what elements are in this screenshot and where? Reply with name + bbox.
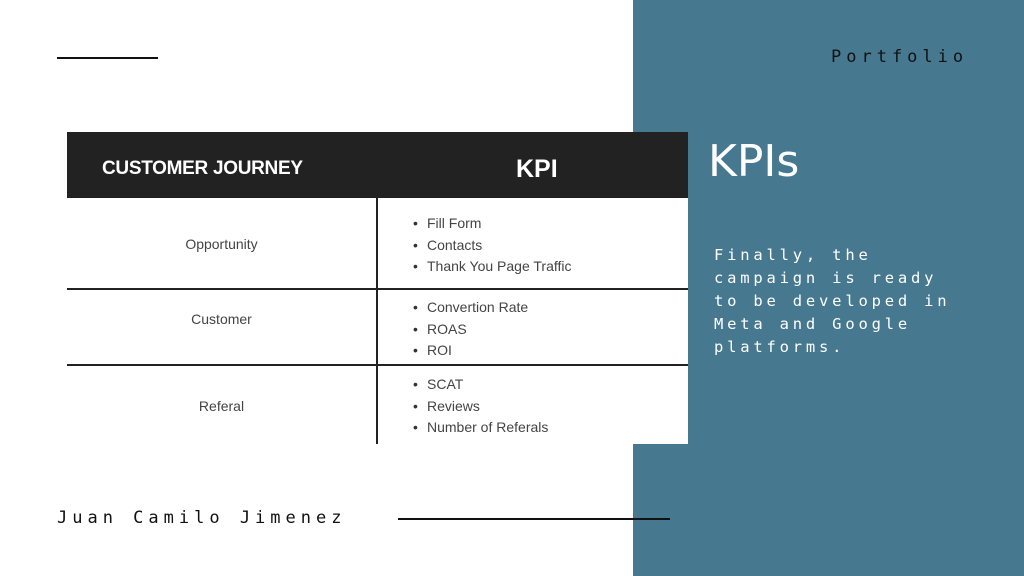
description-line: Meta and Google: [714, 315, 911, 333]
kpi-item: • Fill Form: [413, 213, 572, 235]
description-line: Finally, the: [714, 246, 872, 264]
kpi-list: [413, 374, 548, 439]
table-row: [67, 290, 688, 364]
description: [714, 244, 1014, 359]
header-kpi: KPI: [516, 155, 558, 183]
kpi-item: • Contacts: [413, 235, 572, 257]
table-row: [67, 198, 688, 288]
description-line: campaign is ready: [714, 269, 938, 287]
kpi-list: [413, 297, 528, 362]
kpi-list: [413, 213, 572, 278]
header-customer-journey: CUSTOMER JOURNEY: [102, 158, 303, 179]
top-divider: [57, 57, 158, 59]
stage-label: Referal: [198, 398, 245, 414]
author-name: Juan Camilo Jimenez: [57, 508, 347, 528]
kpi-table: [67, 132, 688, 444]
description-line: platforms.: [714, 338, 846, 356]
kpi-item: • Convertion Rate: [413, 297, 528, 319]
portfolio-label: Portfolio: [831, 47, 969, 67]
stage-label: Customer: [191, 311, 252, 327]
kpi-item: • SCAT: [413, 374, 548, 396]
description-line: to be developed in: [714, 292, 951, 310]
slide-title: KPIs: [708, 136, 800, 187]
stage-label: Opportunity: [185, 236, 258, 252]
kpi-item: • Reviews: [413, 396, 548, 418]
kpi-item: • Number of Referals: [413, 417, 548, 439]
kpi-item: • ROAS: [413, 319, 528, 341]
table-row: [67, 366, 688, 444]
table-header: [67, 132, 688, 198]
kpi-item: • ROI: [413, 340, 528, 362]
bottom-divider: [398, 518, 670, 520]
kpi-item: • Thank You Page Traffic: [413, 256, 572, 278]
